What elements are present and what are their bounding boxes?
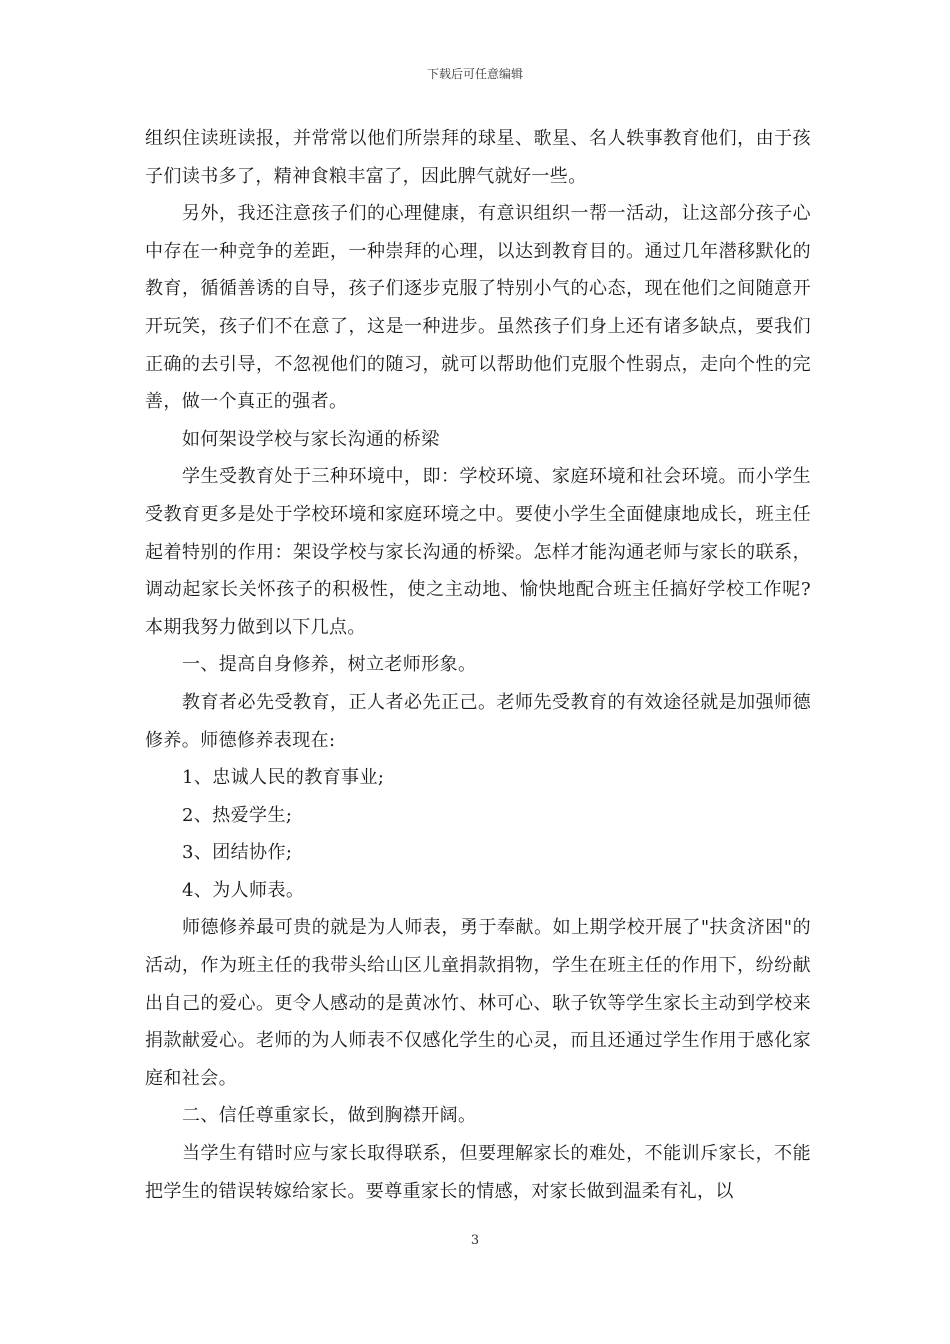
section-heading: 二、信任尊重家长，做到胸襟开阔。 (182, 1105, 477, 1127)
list-item: 2、热爱学生; (182, 804, 293, 826)
list-item: 3、团结协作; (182, 842, 293, 864)
page-header: 下载后可任意编辑 (426, 67, 523, 81)
paragraph: 组织住读班读报，并常常以他们所崇拜的球星、歌星、名人轶事教育他们，由于孩子们读书多了，精神食粮丰富了，因此脾气就好一些。 (145, 128, 811, 187)
paragraph: 学生受教育处于三种环境中，即：学校环境、家庭环境和社会环境。而小学生受教育更多是处于学校环境和家庭环境之中。要使小学生全面健康地成长，班主任起着特别的作用：架设学校与家长沟通的桥梁。怎样才能沟通老师与家长的联系，调动起家长关怀孩子的积极性，使之主动地、愉快地配合班主任搞好学校工作呢?本期我努力做到以下几点。 (145, 466, 811, 638)
section-heading: 一、提高自身修养，树立老师形象。 (182, 654, 477, 676)
paragraph: 另外，我还注意孩子们的心理健康，有意识组织一帮一活动，让这部分孩子心中存在一种竞争的差距，一种崇拜的心理，以达到教育目的。通过几年潜移默化的教育，循循善诱的自导，孩子们逐步克服了特别小气的心态，现在他们之间随意开开玩笑，孩子们不在意了，这是一种进步。虽然孩子们身上还有诸多缺点，要我们正确的去引导，不忽视他们的随习，就可以帮助他们克服个性弱点，走向个性的完善，做一个真正的强者。 (145, 203, 811, 413)
paragraph: 师德修养最可贵的就是为人师表，勇于奉献。如上期学校开展了"扶贪济困"的活动，作为班主任的我带头给山区儿童捐款捐物，学生在班主任的作用下，纷纷献出自己的爱心。更令人感动的是黄冰竹、林可心、耿子钦等学生家长主动到学校来捐款献爱心。老师的为人师表不仅感化学生的心灵，而且还通过学生作用于感化家庭和社会。 (145, 917, 811, 1089)
document-body (145, 120, 811, 1210)
paragraph: 当学生有错时应与家长取得联系，但要理解家长的难处，不能训斥家长，不能把学生的错误转嫁给家长。要尊重家长的情感，对家长做到温柔有礼，以 (145, 1143, 811, 1202)
paragraph: 教育者必先受教育，正人者必先正己。老师先受教育的有效途径就是加强师德修养。师德修养表现在: (145, 691, 811, 751)
section-heading: 如何架设学校与家长沟通的桥梁 (182, 428, 440, 450)
list-item: 4、为人师表。 (182, 879, 305, 901)
list-item: 1、忠诚人民的教育事业; (182, 767, 385, 789)
page-number: 3 (470, 1233, 480, 1248)
